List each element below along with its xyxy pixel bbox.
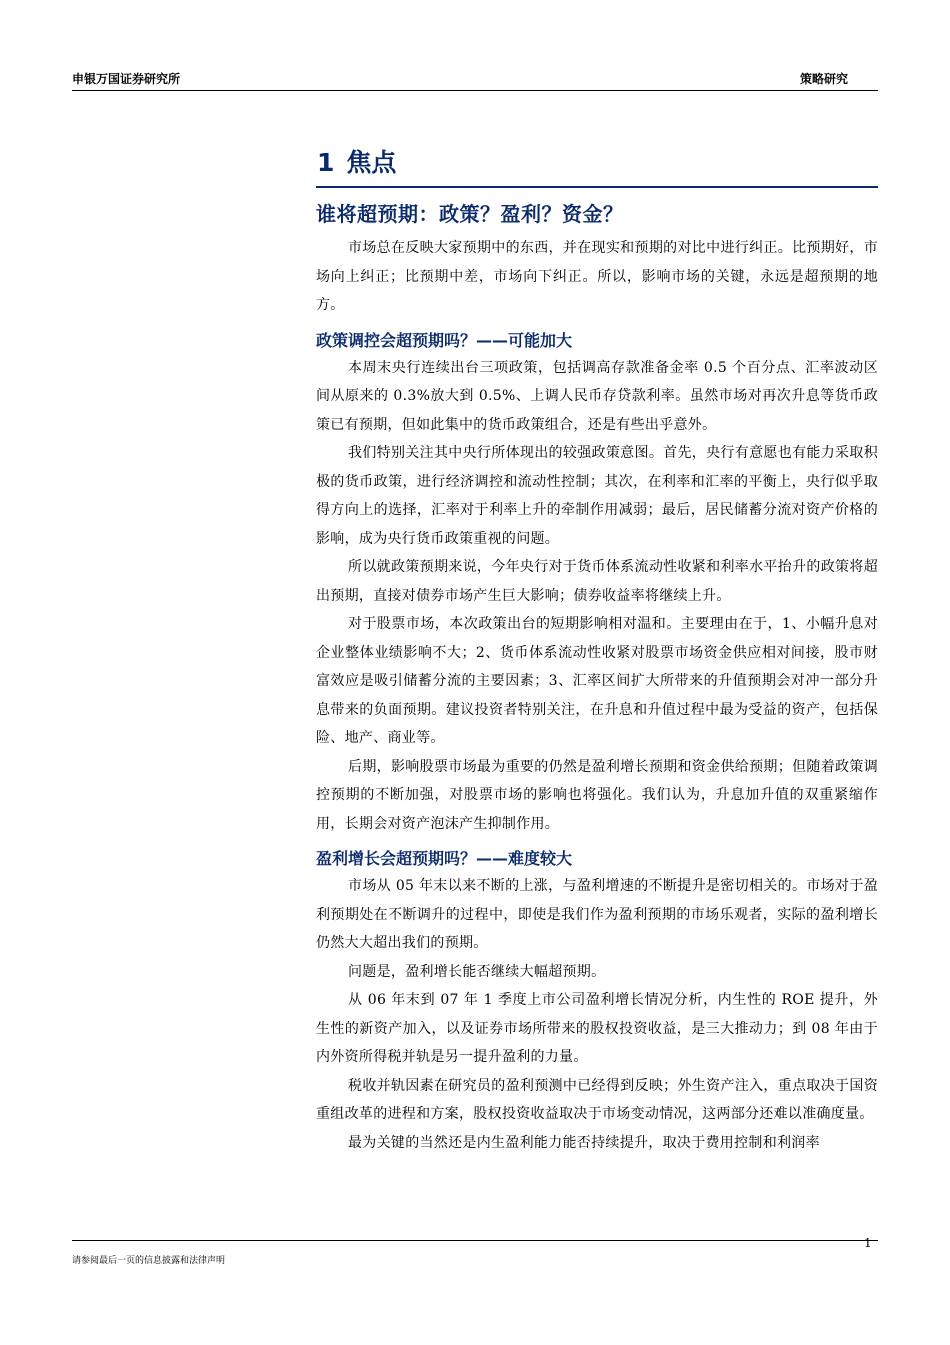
section-number: 1 <box>317 148 335 177</box>
header-category: 策略研究 <box>799 72 848 86</box>
page-header <box>72 66 878 91</box>
policy-heading: 政策调控会超预期吗？——可能加大 <box>316 330 573 350</box>
footer-divider <box>72 1240 878 1241</box>
policy-paragraph: 后期，影响股票市场最为重要的仍然是盈利增长预期和资金供给预期；但随着政策调控预期的不断加强，对股票市场的影响也将强化。我们认为，升息加升值的双重紧缩作用，长期会对资产泡沫产生抑制作用。 <box>316 758 878 832</box>
earnings-paragraph: 税收并轨因素在研究员的盈利预测中已经得到反映；外生资产注入，重点取决于国资重组改革的进程和方案，股权投资收益取决于市场变动情况，这两部分还难以准确度量。 <box>316 1077 878 1122</box>
main-content <box>316 146 878 1157</box>
section-title: 焦点 <box>346 148 397 177</box>
subtitle: 谁将超预期：政策？盈利？资金？ <box>316 202 624 226</box>
policy-paragraph: 我们特别关注其中央行所体现出的较强政策意图。首先，央行有意愿也有能力采取积极的货币政策，进行经济调控和流动性控制；其次，在利率和汇率的平衡上，央行似乎取得方向上的选择，汇率对于利率上升的牵制作用减弱；最后，居民储蓄分流对资产价格的影响，成为央行货币政策重视的问题。 <box>316 445 878 547</box>
footer-disclaimer: 请参阅最后一页的信息披露和法律声明 <box>72 1256 226 1266</box>
policy-paragraph: 本周末央行连续出台三项政策，包括调高存款准备金率 0.5 个百分点、汇率波动区间从原来的 0.3%放大到 0.5%、上调人民币存贷款利率。虽然市场对再次升息等货币政策已有预期，但如此集中的货币政策组合，还是有些出乎意外。 <box>316 359 878 433</box>
earnings-paragraph: 最为关键的当然还是内生盈利能力能否持续提升，取决于费用控制和利润率 <box>348 1134 820 1151</box>
policy-paragraph: 所以就政策预期来说，今年央行对于货币体系流动性收紧和利率水平抬升的政策将超出预期，直接对债券市场产生巨大影响；债券收益率将继续上升。 <box>316 559 878 604</box>
earnings-paragraph: 问题是，盈利增长能否继续大幅超预期。 <box>348 963 606 980</box>
policy-paragraph: 对于股票市场，本次政策出台的短期影响相对温和。主要理由在于，1、小幅升息对企业整体业绩影响不大；2、货币体系流动性收紧对股票市场资金供应相对间接，股市财富效应是吸引储蓄分流的主要因素；3、汇率区间扩大所带来的升值预期会对冲一部分升息带来的负面预期。建议投资者特别关注，在升息和升值过程中最为受益的资产，包括保险、地产、商业等。 <box>316 616 878 746</box>
earnings-heading: 盈利增长会超预期吗？——难度较大 <box>316 849 573 868</box>
page-number: 1 <box>864 1236 872 1250</box>
intro-paragraph: 市场总在反映大家预期中的东西，并在现实和预期的对比中进行纠正。比预期好，市场向上纠正；比预期中差，市场向下纠正。所以，影响市场的关键，永远是超预期的地方。 <box>316 240 878 313</box>
earnings-paragraph: 从 06 年末到 07 年 1 季度上市公司盈利增长情况分析，内生性的 ROE 提升，外生性的新资产加入，以及证券市场所带来的股权投资收益，是三大推动力；到 08 年由于内外资所得税并轨是另一提升盈利的力量。 <box>316 992 878 1065</box>
earnings-paragraph: 市场从 05 年末以来不断的上涨，与盈利增速的不断提升是密切相关的。市场对于盈利预期处在不断调升的过程中，即使是我们作为盈利预期的市场乐观者，实际的盈利增长仍然大大超出我们的预期。 <box>316 878 878 951</box>
header-org: 申银万国证券研究所 <box>72 72 181 86</box>
section-heading <box>316 146 878 188</box>
